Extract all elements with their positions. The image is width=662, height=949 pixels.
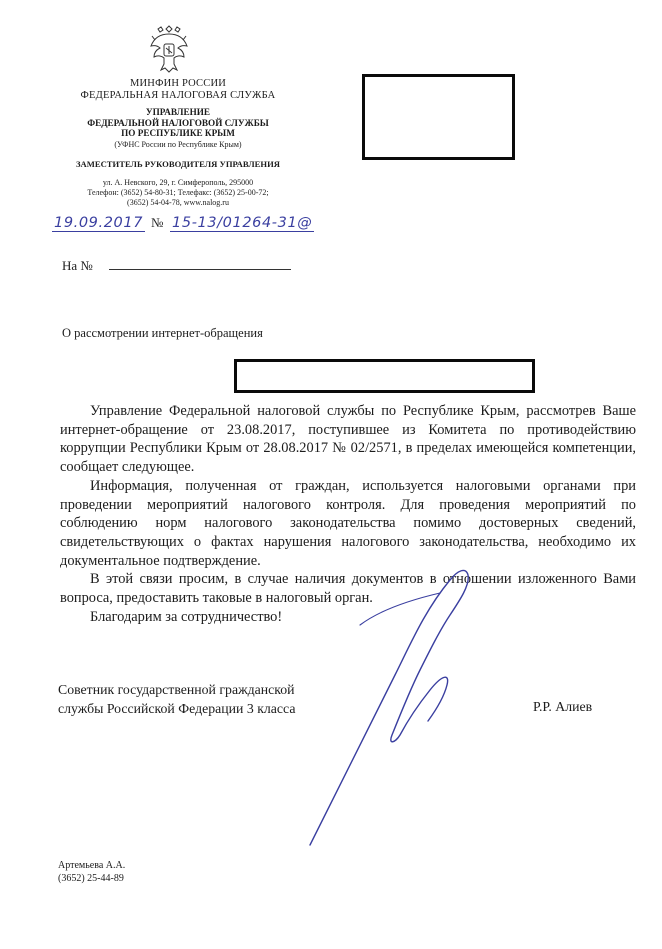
- reference-line: [62, 258, 291, 274]
- signer-title-line-1: Советник государственной гражданской: [58, 682, 295, 697]
- sender-contacts: [58, 178, 298, 209]
- body-paragraph-2: Информация, полученная от граждан, используется налоговыми органами при проведении мероприятий налогового контроля. Для проведения мероприятий по соблюдению норм налогового законодательства помимо достоверных сведений, свидетельствующих о фактах нарушения налогового законодательства, необходимо их документальное подтверждение.: [60, 477, 636, 569]
- reference-label: На №: [62, 258, 93, 273]
- body-paragraph-1: Управление Федеральной налоговой службы по Республике Крым, рассмотрев Ваше интернет-обращение от 23.08.2017, поступившее из Комитета по противодействию коррупции Республики Крым от 28.08.2017 № 02/2571, в пределах имеющейся компетенции, сообщает следующее.: [60, 403, 636, 476]
- number-sign: №: [151, 215, 165, 230]
- directorate-line-3: ПО РЕСПУБЛИКЕ КРЫМ: [121, 128, 235, 138]
- redacted-recipient-box: [362, 74, 515, 160]
- outgoing-date-number: [52, 215, 314, 231]
- coat-of-arms-emblem-icon: [146, 20, 192, 76]
- executor-info: [58, 860, 125, 885]
- service-line: ФЕДЕРАЛЬНАЯ НАЛОГОВАЯ СЛУЖБА: [80, 90, 276, 101]
- sender-address: ул. А. Невского, 29, г. Симферополь, 295000: [102, 178, 254, 187]
- redacted-addressee-box: [234, 359, 535, 393]
- body-paragraph-3: В этой связи просим, в случае наличия документов в отношении изложенного Вами вопроса, предоставить таковые в налоговый орган.: [60, 571, 636, 607]
- letter-subject: О рассмотрении интернет-обращения: [62, 326, 263, 340]
- ministry-header: [58, 78, 298, 102]
- outgoing-date: 19.09.2017: [54, 215, 144, 231]
- sender-phones-web: (3652) 54-04-78, www.nalog.ru: [127, 198, 229, 208]
- reference-blank: [109, 259, 291, 270]
- directorate-line-2: ФЕДЕРАЛЬНОЙ НАЛОГОВОЙ СЛУЖБЫ: [87, 117, 269, 128]
- sender-position: ЗАМЕСТИТЕЛЬ РУКОВОДИТЕЛЯ УПРАВЛЕНИЯ: [76, 159, 280, 169]
- ministry-line: МИНФИН РОССИИ: [129, 78, 227, 89]
- outgoing-number: 15-13/01264-31@: [172, 215, 313, 231]
- signer-name: Р.Р. Алиев: [533, 699, 593, 714]
- signer-title: [58, 680, 358, 718]
- executor-name: Артемьева А.А.: [58, 860, 126, 871]
- body-paragraph-4: Благодарим за сотрудничество!: [90, 608, 283, 625]
- directorate-abbreviation: (УФНС России по Республике Крым): [114, 140, 242, 149]
- directorate-header: [58, 107, 298, 139]
- directorate-line-1: УПРАВЛЕНИЕ: [145, 107, 211, 117]
- executor-phone: (3652) 25-44-89: [58, 872, 124, 884]
- signer-title-line-2: службы Российской Федерации 3 класса: [58, 701, 296, 716]
- sender-phones: Телефон: (3652) 54-80-31; Телефакс: (3652) 25-00-72;: [87, 188, 269, 198]
